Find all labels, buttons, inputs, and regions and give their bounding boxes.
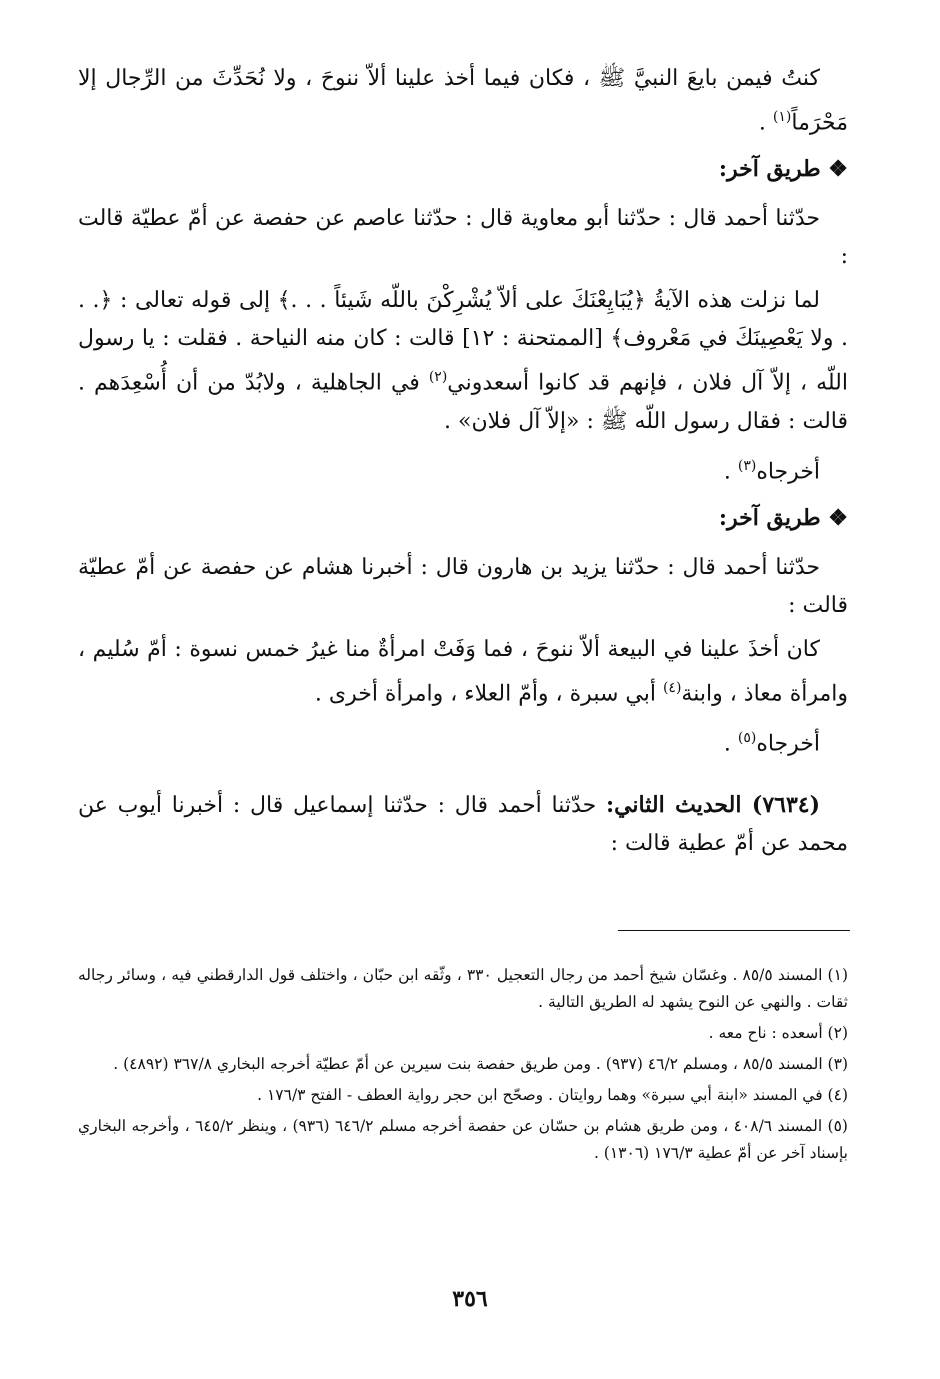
hadith-number-heading: (٧٦٣٤) الحديث الثاني: [605, 791, 820, 818]
paragraph-5: حدّثنا أحمد قال : حدّثنا يزيد بن هارون قال : أخبرنا هشام عن حفصة عن أمّ عطيّة قالت : [78, 554, 848, 618]
page-number: ٣٥٦ [452, 1286, 488, 1312]
paragraph-6 [78, 631, 848, 713]
paragraph-1-text: كنتُ فيمن بايعَ النبيَّ ﷺ ، فكان فيما أخذ علينا ألاّ ننوحَ ، ولا نُحَدِّثَ من الرِّجال إلا مَحْرَماً [78, 66, 848, 136]
paragraph-7 [78, 719, 848, 763]
footnote-ref-1[interactable]: (١) [772, 109, 792, 125]
footnote-separator [618, 930, 850, 931]
footnote-1: (١) المسند ٨٥/٥ . وغسّان شيخ أحمد من رجال التعجيل ٣٣٠ ، وثّقه ابن حبّان ، واختلف قول الدارقطني فيه ، وسائر رجاله ثقات . والنهي عن النوح يشهد له الطريق التالية . [78, 966, 848, 1011]
paragraph-1-end: . [758, 110, 773, 136]
footnotes [78, 962, 848, 1171]
paragraph-8 [78, 786, 848, 863]
section-heading-2: ❖ طريق آخر: [718, 504, 848, 531]
paragraph-4-end: . [723, 458, 738, 484]
paragraph-7-text: أخرجاه [756, 731, 820, 757]
footnote-ref-4[interactable]: (٤) [662, 679, 682, 696]
paragraph-4-text: أخرجاه [756, 458, 820, 484]
main-text [78, 60, 848, 869]
paragraph-3-text: لما نزلت هذه الآيةُ ﴿يُبَايِعْنَكَ على ألاّ يُشْرِكْنَ باللّه شَيئاً . . .﴾ إلى قوله تعالى : ﴿. . . ولا يَعْصِينَكَ في مَعْروف﴾ [الممتحنة : ١٢] قالت : كان منه النياحة . فقلت : يا رسول اللّه ، إلاّ آل فلان ، فإنهم قد كانوا أسعدوني [78, 288, 848, 396]
footnote-ref-5[interactable]: (٥) [737, 730, 757, 747]
footnote-5: (٥) المسند ٤٠٨/٦ ، ومن طريق هشام بن حسّان عن حفصة أخرجه مسلم ٦٤٦/٢ (٩٣٦) ، وينظر ٦٤٥/٢ ، وأخرجه البخاري بإسناد آخر عن أمّ عطية ١٧٦/٣ (١٣٠٦) . [78, 1117, 848, 1162]
paragraph-3-text-cont: في الجاهلية ، ولابُدّ من أن أُسْعِدَهم . قالت : فقال رسول اللّه ﷺ : «إلاّ آل فلان» . [78, 370, 848, 434]
footnote-2: (٢) أسعده : ناح معه . [708, 1024, 848, 1042]
footnote-3: (٣) المسند ٨٥/٥ ، ومسلم ٤٦/٢ (٩٣٧) . ومن طريق حفصة بنت سيرين عن أمّ عطيّة أخرجه البخاري ٣٦٧/٨ (٤٨٩٢) . [113, 1055, 848, 1073]
paragraph-6-text-cont: أبي سبرة ، وأمّ العلاء ، وامرأة أخرى . [314, 681, 663, 707]
paragraph-8-text: حدّثنا أحمد قال : حدّثنا إسماعيل قال : أخبرنا أيوب عن محمد عن أمّ عطية قالت : [78, 792, 848, 856]
footnote-4: (٤) في المسند «ابنة أبي سبرة» وهما روايتان . وصحّح ابن حجر رواية العطف - الفتح ١٧٦/٣ . [257, 1086, 848, 1104]
paragraph-3 [78, 282, 848, 440]
footnote-ref-3[interactable]: (٣) [737, 457, 757, 474]
paragraph-6-text: كان أخذَ علينا في البيعة ألاّ ننوحَ ، فما وَفَتْ امرأةٌ منا غيرُ خمس نسوة : أمّ سُليم ، وامرأة معاذ ، وابنة [78, 636, 848, 707]
section-heading-1: ❖ طريق آخر: [718, 156, 848, 183]
paragraph-2: حدّثنا أحمد قال : حدّثنا أبو معاوية قال : حدّثنا عاصم عن حفصة عن أمّ عطيّة قالت : [78, 206, 848, 270]
paragraph-1 [78, 60, 848, 142]
paragraph-4 [78, 447, 848, 491]
paragraph-7-end: . [723, 731, 738, 757]
footnote-ref-2[interactable]: (٢) [428, 369, 448, 386]
